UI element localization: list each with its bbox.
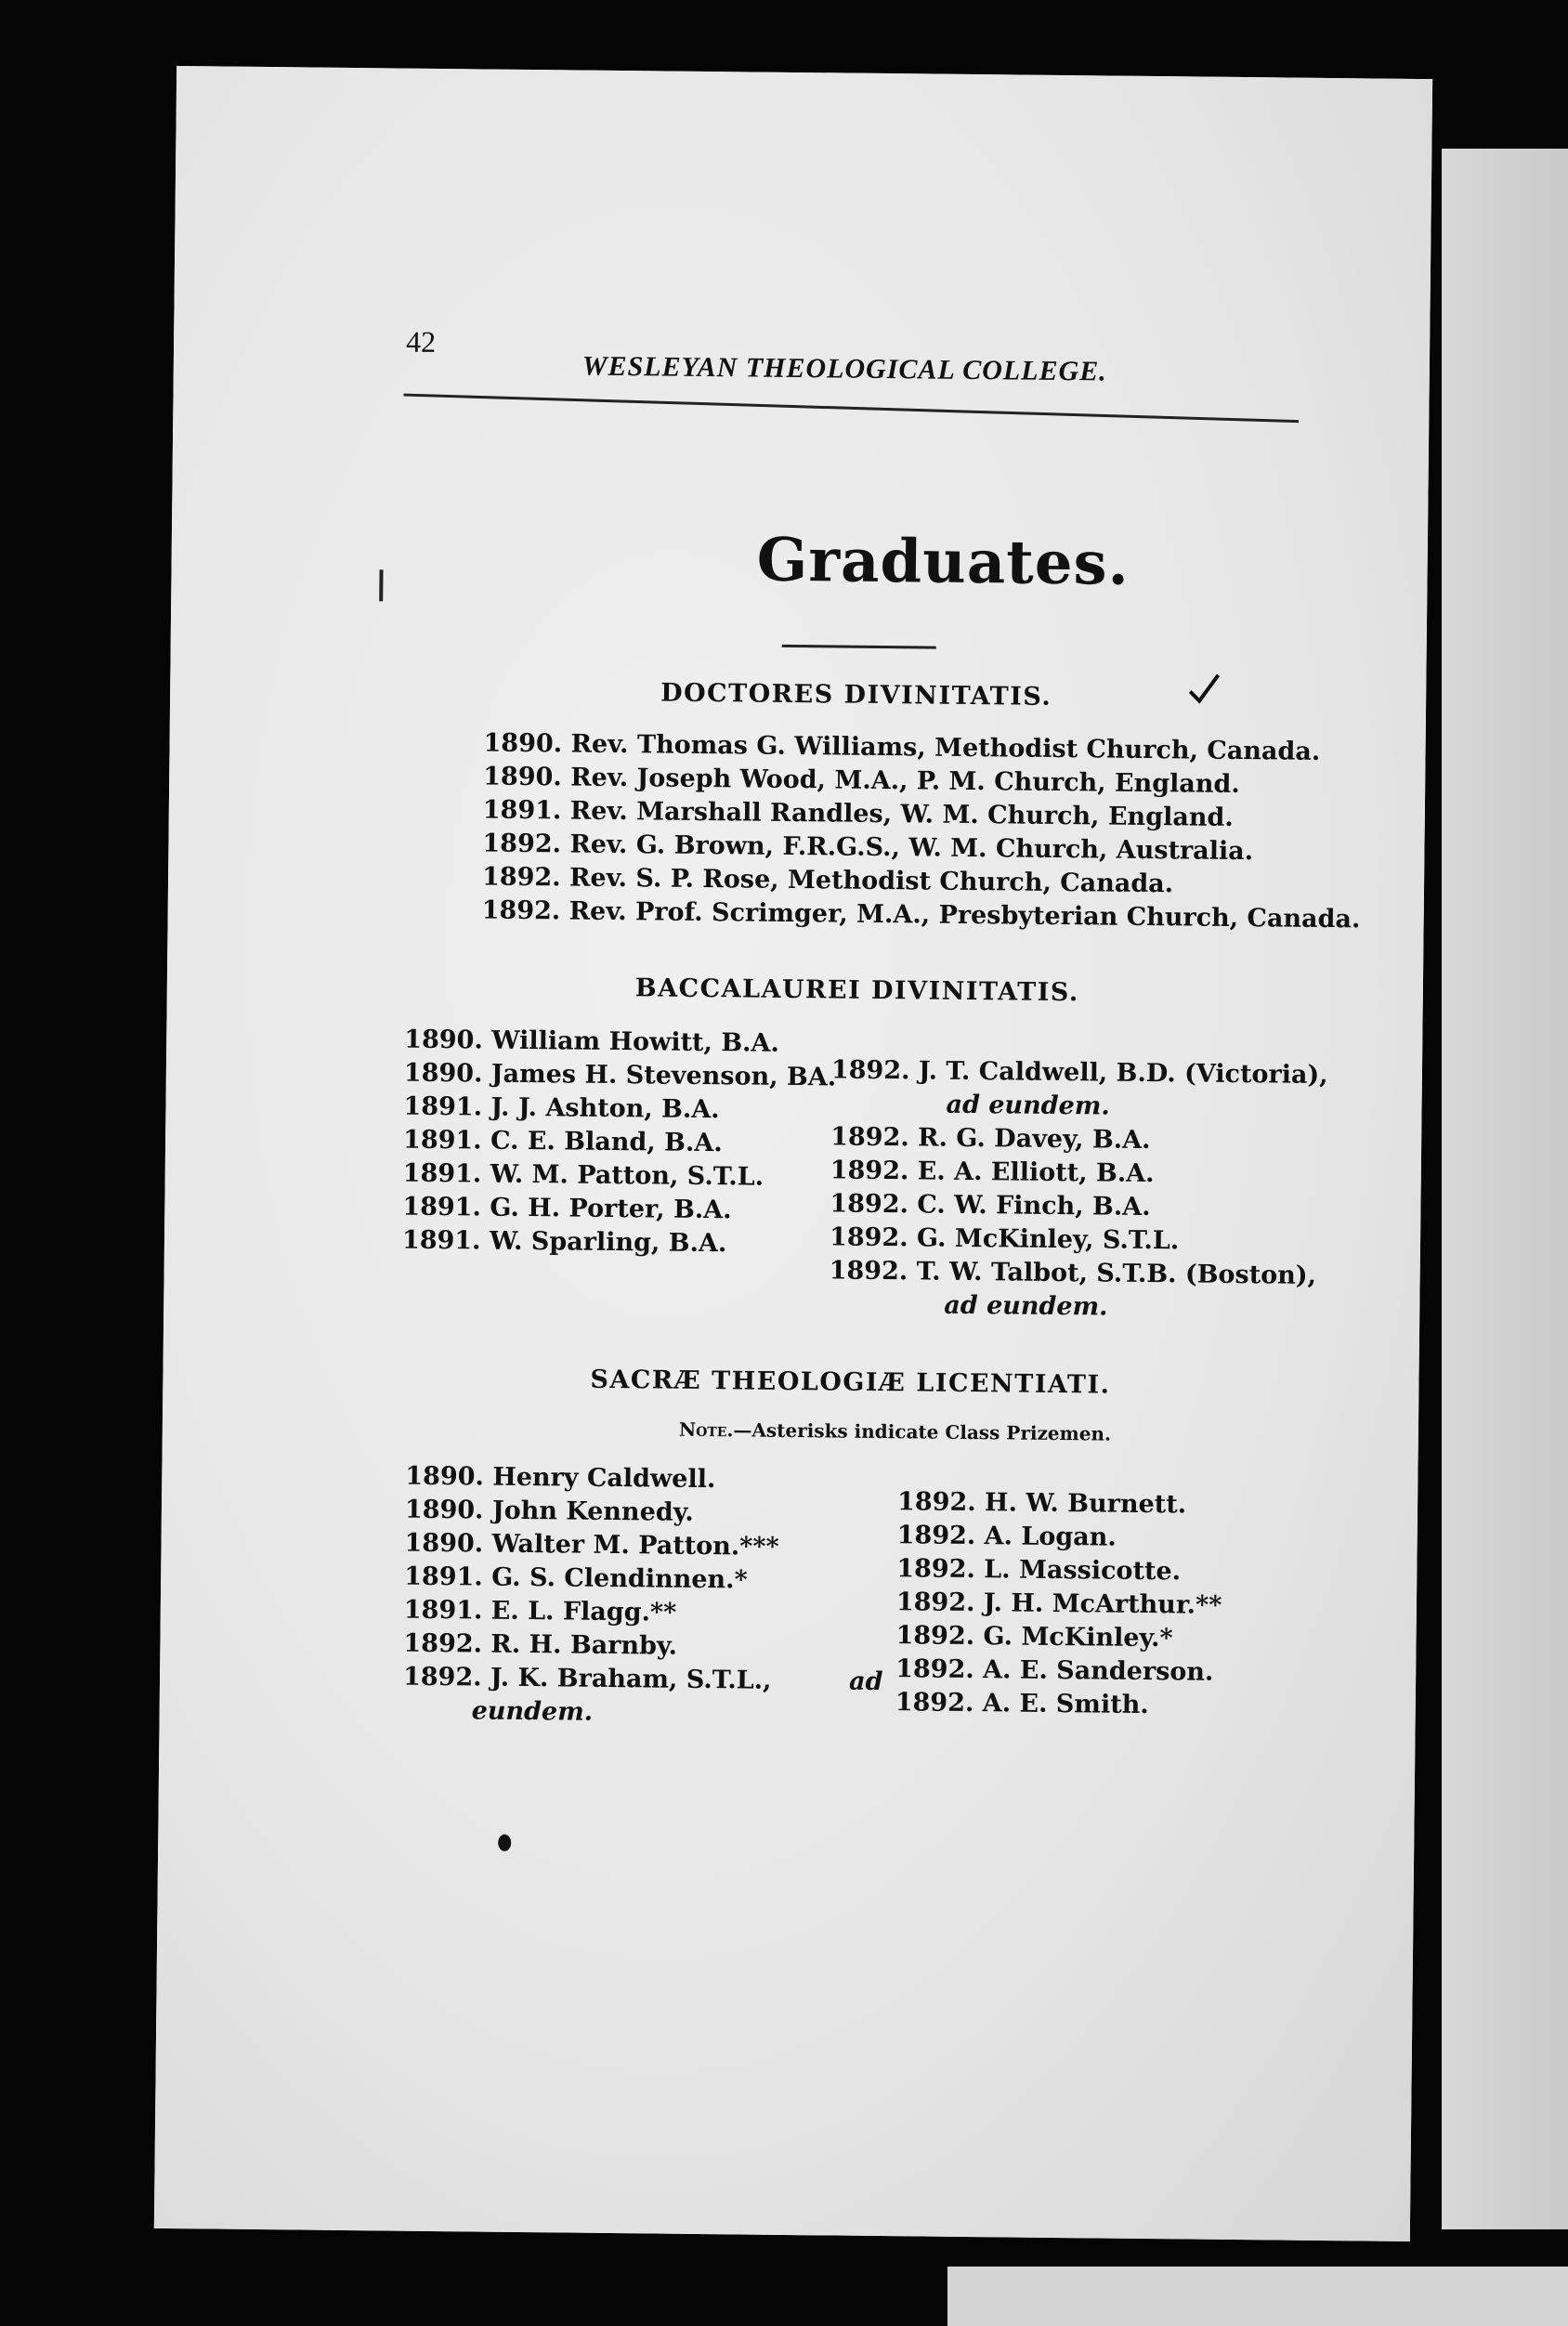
list-item: 1891. G. S. Clendinnen.* <box>404 1562 748 1595</box>
list-item-continuation: ad <box>848 1666 883 1697</box>
list-item: 1890. William Howitt, B.A. <box>404 1025 780 1058</box>
list-item: 1892. Rev. Prof. Scrimger, M.A., Presbyterian Church, Canada. <box>481 895 1361 934</box>
list-item: 1892. R. H. Barnby. <box>403 1628 678 1661</box>
list-item: 1892. L. Massicotte. <box>896 1554 1182 1587</box>
list-item: 1891. C. E. Bland, B.A. <box>402 1125 723 1158</box>
page-number: 42 <box>405 324 437 359</box>
note-text: —Asterisks indicate Class Prizemen. <box>733 1418 1112 1445</box>
list-item: 1892. H. W. Burnett. <box>896 1487 1187 1520</box>
list-item: 1891. W. M. Patton, S.T.L. <box>402 1158 764 1192</box>
book-page <box>154 66 1432 2241</box>
list-item: 1892. G. McKinley.* <box>895 1621 1173 1653</box>
section-heading-licentiati: SACRÆ THEOLOGIÆ LICENTIATI. <box>590 1365 1111 1400</box>
list-item: 1892. A. E. Smith. <box>895 1688 1149 1720</box>
ink-blot <box>498 1835 511 1851</box>
section-heading-baccalaurei: BACCALAUREI DIVINITATIS. <box>634 974 1079 1008</box>
header-rule <box>403 394 1299 424</box>
pen-stroke <box>379 569 383 601</box>
list-item: 1892. A. Logan. <box>896 1521 1117 1552</box>
scan-bottom-edge <box>947 2267 1568 2326</box>
list-item: 1892. Rev. S. P. Rose, Methodist Church, Canada. <box>481 862 1174 899</box>
list-item: 1892. E. A. Elliott, B.A. <box>830 1156 1155 1189</box>
title-rule <box>782 645 936 649</box>
page-title: Graduates. <box>756 525 1130 599</box>
list-item: 1890. Rev. Thomas G. Williams, Methodist Church, Canada. <box>483 728 1321 766</box>
list-item: 1892. J. T. Caldwell, B.D. (Victoria), <box>830 1055 1328 1091</box>
list-item: 1891. Rev. Marshall Randles, W. M. Church, England. <box>482 795 1234 832</box>
list-item: 1890. John Kennedy. <box>404 1495 694 1527</box>
list-item: 1890. Walter M. Patton.*** <box>404 1528 779 1562</box>
list-item: 1892. A. E. Sanderson. <box>895 1654 1214 1687</box>
list-item-continuation: eundem. <box>471 1696 594 1727</box>
list-item: 1891. W. Sparling, B.A. <box>401 1225 727 1259</box>
list-item: 1890. Rev. Joseph Wood, M.A., P. M. Church, England. <box>483 762 1240 800</box>
list-item: 1891. J. J. Ashton, B.A. <box>403 1091 720 1125</box>
section-heading-doctores: DOCTORES DIVINITATIS. <box>660 678 1052 712</box>
note-label: Note. <box>678 1418 734 1442</box>
list-item: 1892. Rev. G. Brown, F.R.G.S., W. M. Church, Australia. <box>482 829 1254 867</box>
list-item: 1890. James H. Stevenson, BA. <box>403 1058 837 1092</box>
adjacent-page-edge <box>1442 149 1568 2229</box>
list-item: 1892. R. G. Davey, B.A. <box>830 1122 1151 1156</box>
list-item: 1892. T. W. Talbot, S.T.B. (Boston), <box>829 1256 1317 1290</box>
list-item: 1892. G. McKinley, S.T.L. <box>829 1222 1180 1256</box>
list-item-continuation: ad eundem. <box>944 1290 1108 1322</box>
list-item: 1891. E. L. Flagg.** <box>403 1595 677 1627</box>
list-item: 1890. Henry Caldwell. <box>405 1461 716 1495</box>
list-item-continuation: ad eundem. <box>946 1090 1110 1121</box>
list-item: 1892. C. W. Finch, B.A. <box>830 1189 1151 1222</box>
list-item: 1892. J. H. McArthur.** <box>895 1588 1222 1620</box>
list-item: 1892. J. K. Braham, S.T.L., <box>402 1662 772 1695</box>
list-item: 1891. G. H. Porter, B.A. <box>402 1192 732 1225</box>
note <box>679 1418 1111 1445</box>
pen-check-mark <box>1186 671 1223 708</box>
running-title: WESLEYAN THEOLOGICAL COLLEGE. <box>581 350 1107 387</box>
